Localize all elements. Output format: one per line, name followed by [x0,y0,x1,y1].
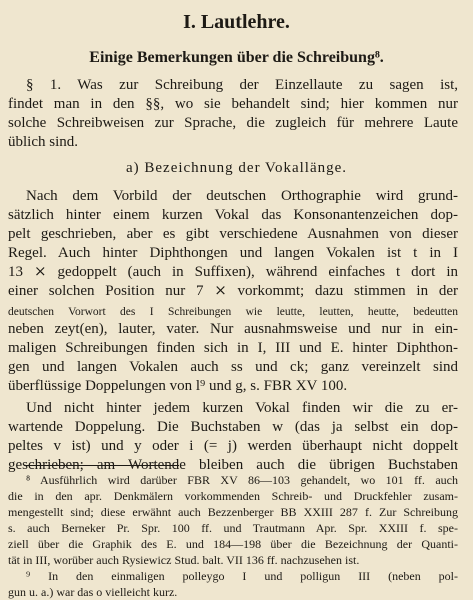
footnote-line: ⁹ In den einmaligen polleygo I und polligun III (neben pol- [26,569,458,583]
section-subheading: Einige Bemerkungen über die Schreibung⁸. [89,49,384,66]
text-line: Regel. Auch hinter Diphthongen und langen Vokalen ist t in I [8,245,458,261]
text-line: peltes v ist) und y oder i (= j) werden überhaupt nicht doppelt [8,438,458,454]
text-line: Und nicht hinter jedem kurzen Vokal finden wir die zu er- [26,400,458,416]
footnote-line: ⁸ Ausführlich wird darüber FBR XV 86—103 gehandelt, wo 101 ff. auch [26,473,458,487]
text-line: § 1. Was zur Schreibung der Einzellaute zu sagen ist, [26,77,458,93]
footnote-line: ziell über die Graphik des E. und 184—198 über die Bezeichnung der Quanti- [8,537,458,551]
text-line: Nach dem Vorbild der deutschen Orthographie wird grund- [26,188,458,204]
text-line: deutschen Vorwort des I Schreibungen wie leutte, leutten, heutte, bedeutten [8,306,458,318]
footnote-line: tät in III, worüber auch Rysiewicz Stud. balt. VII 136 ff. nachzusehen ist. [8,553,360,567]
footnote-line: die in den apr. Denkmälern vorkommenden Schreib- und Druckfehler zusam- [8,489,458,503]
text-line: pelt geschrieben, aber es gibt verschiedene Ausnahmen von dieser [8,226,458,242]
footnote-divider [24,465,179,466]
text-line: geschrieben; am Wortende bleiben auch die übrigen Buchstaben [8,457,458,473]
text-line: solche Schreibweisen zur Sprache, die zugleich für mehrere Laute [8,115,458,131]
footnote-line: gun u. a.) war das o vielleicht kurz. [8,585,178,599]
section-heading-a: a) Bezeichnung der Vokallänge. [125,160,348,176]
footnote-line: mengestellt sind; diese erwähnt auch Bezzenberger BB XXIII 287 f. Zur Schreibung [8,505,458,519]
text-line: sätzlich hinter einem kurzen Vokal das Konsonantenzeichen dop- [8,207,458,223]
text-line: üblich sind. [8,134,78,150]
text-line: wartende Doppelung. Die Buchstaben w (das ja selbst ein dop- [8,419,458,435]
text-line: einer solchen Position nur 7 ⨯ vorkommt; dazu stimmen in der [8,283,458,299]
text-line: neben zeyt(en), lauter, vater. Nur ausnahmsweise und nur in ein- [8,321,458,337]
footnote-line: s. auch Berneker Pr. Spr. 100 ff. und Trautmann Apr. Spr. XXIII f. spe- [8,521,458,535]
text-line: 13 ⨯ gedoppelt (auch in Suffixen), während einfaches t dort in [8,264,458,280]
text-line: maligen Schreibungen finden sich in I, III und E. hinter Diphthon- [8,340,458,356]
chapter-heading: I. Lautlehre. [183,11,290,33]
text-line: überflüssige Doppelungen von l⁹ und g, s. FBR XV 100. [8,378,348,394]
text-line: findet man in den §§, wo sie behandelt sind; hier kommen nur [8,96,458,112]
text-line: gen und langen Vokalen auch ss und ck; ganz vereinzelt sind [8,359,458,375]
